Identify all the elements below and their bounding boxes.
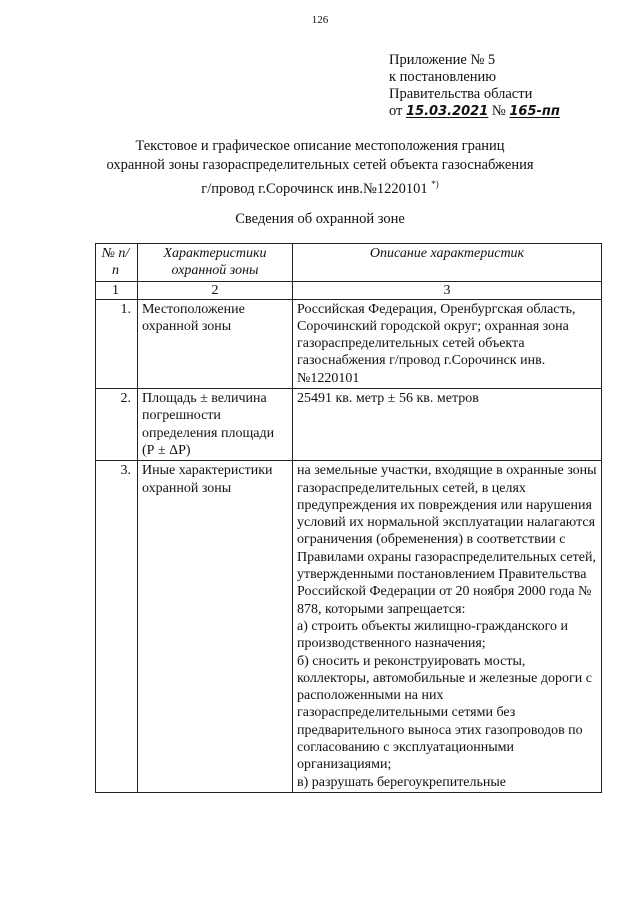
document-title: [0, 137, 640, 199]
appendix-title: Приложение № 5: [389, 52, 496, 68]
row-description: Российская Федерация, Оренбургская область, Сорочинский городской округ; охранная зона газораспределительных сетей объекта газоснабжения г/провод г.Сорочинск инв.№1220101: [293, 299, 602, 388]
number-prefix: №: [491, 103, 506, 119]
handwritten-date: 15.03.2021: [406, 104, 489, 119]
row-characteristic: Площадь ± величина погрешности определения площади (Р ± ΔР): [138, 389, 293, 461]
row-characteristic: Иные характеристики охранной зоны: [138, 461, 293, 793]
appendix-block: [389, 52, 560, 120]
appendix-date-line: [389, 103, 560, 120]
header-number: № п/п: [96, 244, 138, 282]
restriction-item-a: а) строить объекты жилищно-гражданского и производственного назначения;: [297, 618, 568, 652]
header-characteristic: Характеристики охранной зоны: [138, 244, 293, 282]
table-header-row: [96, 244, 602, 282]
section-subtitle: Сведения об охранной зоне: [235, 211, 405, 227]
table-row: [96, 299, 602, 388]
restrictions-intro: на земельные участки, входящие в охранные зоны газораспределительных сетей, в целях предупреждения их повреждения или нарушения условий их нормальной эксплуатации налагаются ограничения (обременения) в соответствии с Правилами охраны газораспределительных сетей, утвержденными постановлением Правительства Российской Федерации от 20 ноября 2000 года № 878, которыми запрещается:: [297, 463, 597, 617]
appendix-line2: к постановлению: [389, 69, 497, 85]
footnote-mark: *): [431, 179, 439, 189]
column-number-1: 1: [96, 281, 138, 299]
column-number-2: 2: [138, 281, 293, 299]
title-line-2: охранной зоны газораспределительных сетей объекта газоснабжения: [106, 157, 534, 173]
handwritten-number: 165-пп: [509, 104, 560, 119]
row-description: 25491 кв. метр ± 56 кв. метров: [293, 389, 602, 461]
date-prefix: от: [389, 103, 403, 119]
title-line-3: [0, 175, 640, 199]
row-number: 2.: [96, 389, 138, 461]
restriction-item-b: б) сносить и реконструировать мосты, коллекторы, автомобильные и железные дороги с расположенными на них газораспределительными сетями без предварительного выноса этих газопроводов по согласованию с эксплуатационными организациями;: [297, 653, 592, 773]
zone-info-table: [95, 243, 602, 793]
row-characteristic: Местоположение охранной зоны: [138, 299, 293, 388]
page-number: 126: [311, 14, 329, 26]
title-line-3-text: г/провод г.Сорочинск инв.№1220101: [201, 180, 428, 197]
row-number: 1.: [96, 299, 138, 388]
header-description: Описание характеристик: [293, 244, 602, 282]
column-number-3: 3: [293, 281, 602, 299]
row-description-long: [293, 461, 602, 793]
table-row: [96, 461, 602, 793]
restriction-item-c: в) разрушать берегоукрепительные: [297, 774, 507, 790]
row-number: 3.: [96, 461, 138, 793]
table-row: [96, 389, 602, 461]
column-number-row: [96, 281, 602, 299]
appendix-line3: Правительства области: [389, 86, 533, 102]
title-line-1: Текстовое и графическое описание местоположения границ: [135, 138, 505, 154]
